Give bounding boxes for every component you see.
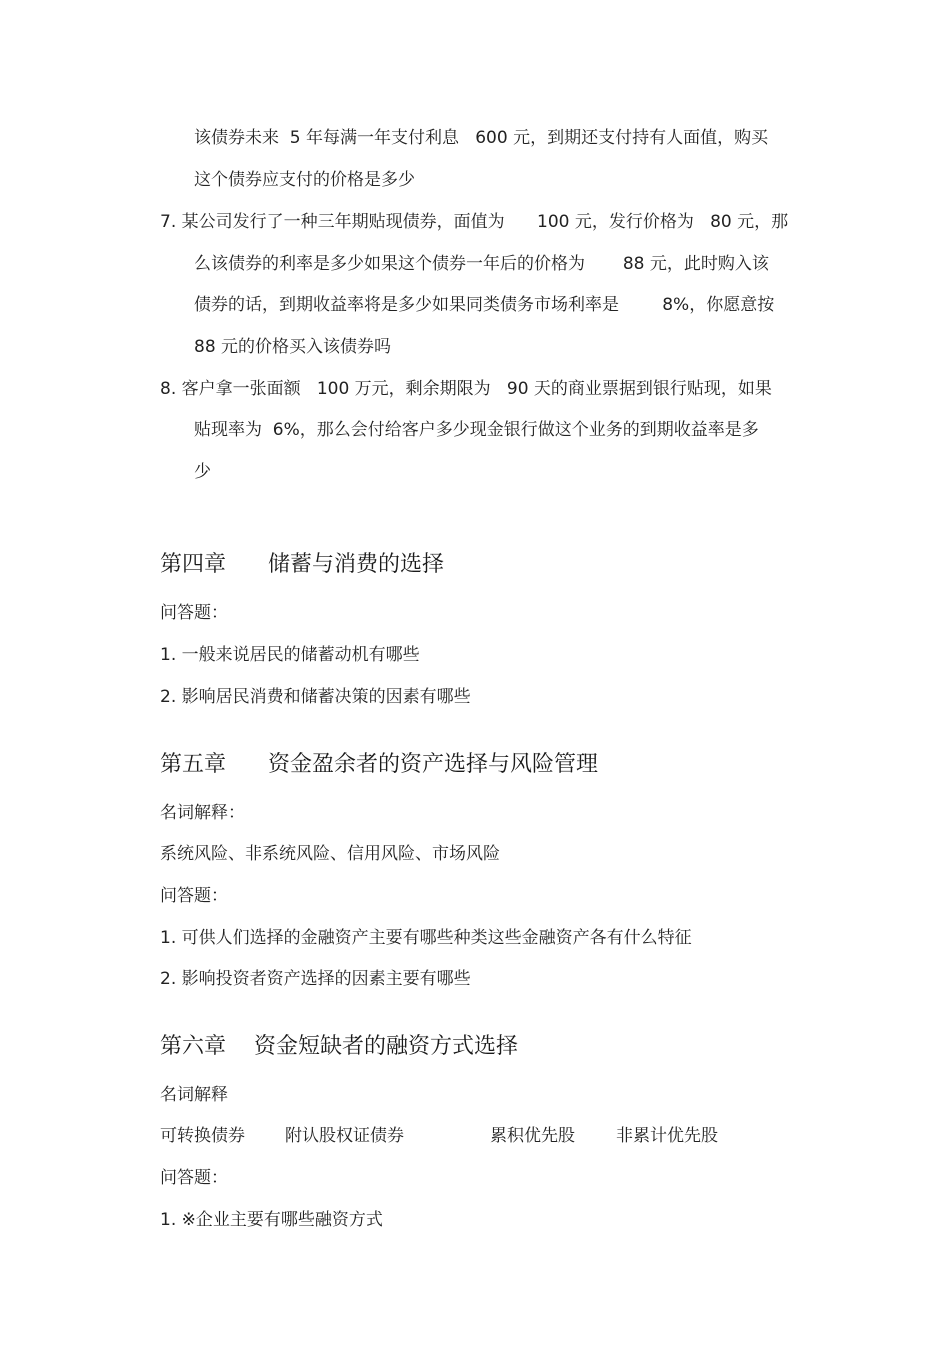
q7-text-line-1: 7. 某公司发行了一种三年期贴现债券，面值为 100 元，发行价格为 80 元，那 <box>160 212 789 232</box>
chapter-6-term-3: 累积优先股 <box>490 1126 575 1146</box>
q7-text-line-4: 88 元的价格买入该债券吗 <box>194 337 392 357</box>
q8-text-line-2: 贴现率为 6%，那么会付给客户多少现金银行做这个业务的到期收益率是多 <box>194 420 759 440</box>
chapter-4-question-2: 2. 影响居民消费和储蓄决策的因素有哪些 <box>160 687 471 707</box>
q8-text-line-3: 少 <box>194 462 211 482</box>
q8-text-line-1: 8. 客户拿一张面额 100 万元，剩余期限为 90 天的商业票据到银行贴现，如果 <box>160 379 772 399</box>
chapter-5-question-1: 1. 可供人们选择的金融资产主要有哪些种类这些金融资产各有什么特征 <box>160 928 692 948</box>
chapter-6-question-1: 1. ※企业主要有哪些融资方式 <box>160 1210 383 1230</box>
q6-text-line-2: 这个债券应支付的价格是多少 <box>194 170 415 190</box>
chapter-6-title: 第六章 资金短缺者的融资方式选择 <box>160 1034 518 1059</box>
chapter-4-question-1: 1. 一般来说居民的储蓄动机有哪些 <box>160 645 420 665</box>
chapter-5-terms: 系统风险、非系统风险、信用风险、市场风险 <box>160 844 500 864</box>
chapter-6-term-2: 附认股权证债券 <box>285 1126 404 1146</box>
chapter-6-term-1: 可转换债券 <box>160 1126 245 1146</box>
chapter-6-term-4: 非累计优先股 <box>616 1126 718 1146</box>
chapter-4-title: 第四章 储蓄与消费的选择 <box>160 552 444 577</box>
chapter-5-question-2: 2. 影响投资者资产选择的因素主要有哪些 <box>160 969 471 989</box>
q6-text-line-1: 该债券未来 5 年每满一年支付利息 600 元，到期还支付持有人面值，购买 <box>194 128 769 148</box>
chapter-5-title: 第五章 资金盈余者的资产选择与风险管理 <box>160 752 598 777</box>
chapter-6-terms-label: 名词解释 <box>160 1085 228 1105</box>
q7-text-line-2: 么该债券的利率是多少如果这个债券一年后的价格为 88 元，此时购入该 <box>194 254 769 274</box>
chapter-5-terms-label: 名词解释： <box>160 803 245 823</box>
q7-text-line-3: 债券的话，到期收益率将是多少如果同类债务市场利率是 8%，你愿意按 <box>194 295 775 315</box>
chapter-4-qa-label: 问答题： <box>160 603 228 623</box>
chapter-6-qa-label: 问答题： <box>160 1168 228 1188</box>
chapter-5-qa-label: 问答题： <box>160 886 228 906</box>
